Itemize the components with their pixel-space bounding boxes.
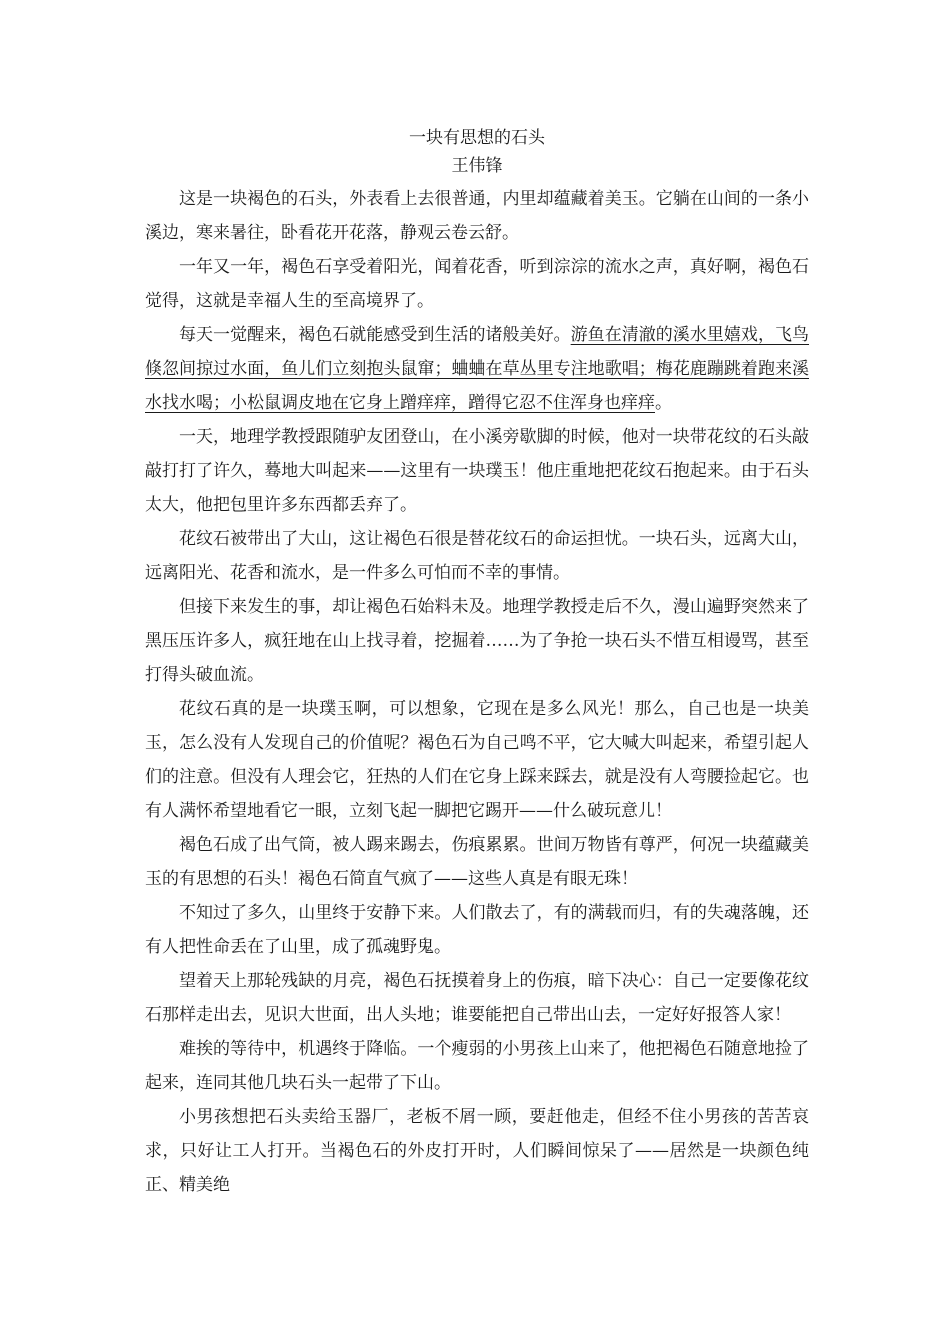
paragraph-10: 望着天上那轮残缺的月亮，褐色石抚摸着身上的伤痕，暗下决心：自己一定要像花纹石那样走出去，见识大世面，出人头地；谁要能把自己带出山去，一定好好报答人家！ bbox=[145, 971, 809, 1025]
paragraph-3-end: 。 bbox=[655, 393, 672, 413]
paragraph-12: 小男孩想把石头卖给玉器厂，老板不屑一顾，要赶他走，但经不住小男孩的苦苦哀求，只好让工人打开。当褐色石的外皮打开时，人们瞬间惊呆了——居然是一块颜色纯正、精美绝 bbox=[145, 1107, 809, 1195]
paragraph-8: 褐色石成了出气筒，被人踢来踢去，伤痕累累。世间万物皆有尊严，何况一块蕴藏美玉的有思想的石头！褐色石简直气疯了——这些人真是有眼无珠！ bbox=[145, 835, 809, 889]
document-author: 王伟锋 bbox=[451, 156, 503, 176]
paragraph-4: 一天，地理学教授跟随驴友团登山，在小溪旁歇脚的时候，他对一块带花纹的石头敲敲打打了许久，蓦地大叫起来——这里有一块璞玉！他庄重地把花纹石抱起来。由于石头太大，他把包里许多东西都丢弃了。 bbox=[145, 427, 809, 515]
paragraph-11: 难挨的等待中，机遇终于降临。一个瘦弱的小男孩上山来了，他把褐色石随意地捡了起来，连同其他几块石头一起带了下山。 bbox=[145, 1039, 809, 1093]
paragraph-3-intro: 每天一觉醒来，褐色石就能感受到生活的诸般美好。 bbox=[179, 325, 571, 345]
paragraph-9: 不知过了多久，山里终于安静下来。人们散去了，有的满载而归，有的失魂落魄，还有人把性命丢在了山里，成了孤魂野鬼。 bbox=[145, 903, 809, 957]
paragraph-3-underlined-passage: 游鱼在清澈的溪水里嬉戏，飞鸟倏忽间掠过水面，鱼儿们立刻抱头鼠窜；蛐蛐在草丛里专注地歌唱；梅花鹿蹦跳着跑来溪水找水喝；小松鼠调皮地在它身上蹭痒痒，蹭得它忍不住浑身也痒痒 bbox=[145, 325, 810, 413]
paragraph-7: 花纹石真的是一块璞玉啊，可以想象，它现在是多么风光！那么，自己也是一块美玉，怎么没有人发现自己的价值呢？褐色石为自己鸣不平，它大喊大叫起来，希望引起人们的注意。但没有人理会它，狂热的人们在它身上踩来踩去，就是没有人弯腰捡起它。也有人满怀希望地看它一眼，立刻飞起一脚把它踢开——什么破玩意儿！ bbox=[145, 699, 809, 821]
paragraph-3 bbox=[145, 318, 809, 420]
document-page bbox=[145, 124, 809, 1202]
paragraph-2: 一年又一年，褐色石享受着阳光，闻着花香，听到淙淙的流水之声，真好啊，褐色石觉得，这就是幸福人生的至高境界了。 bbox=[145, 257, 809, 311]
document-title: 一块有思想的石头 bbox=[409, 128, 545, 148]
paragraph-6: 但接下来发生的事，却让褐色石始料未及。地理学教授走后不久，漫山遍野突然来了黑压压许多人，疯狂地在山上找寻着，挖掘着……为了争抢一块石头不惜互相谩骂，甚至打得头破血流。 bbox=[145, 597, 809, 685]
paragraph-1: 这是一块褐色的石头，外表看上去很普通，内里却蕴藏着美玉。它躺在山间的一条小溪边，寒来暑往，卧看花开花落，静观云卷云舒。 bbox=[145, 189, 809, 243]
paragraph-5: 花纹石被带出了大山，这让褐色石很是替花纹石的命运担忧。一块石头，远离大山，远离阳光、花香和流水，是一件多么可怕而不幸的事情。 bbox=[145, 529, 809, 583]
